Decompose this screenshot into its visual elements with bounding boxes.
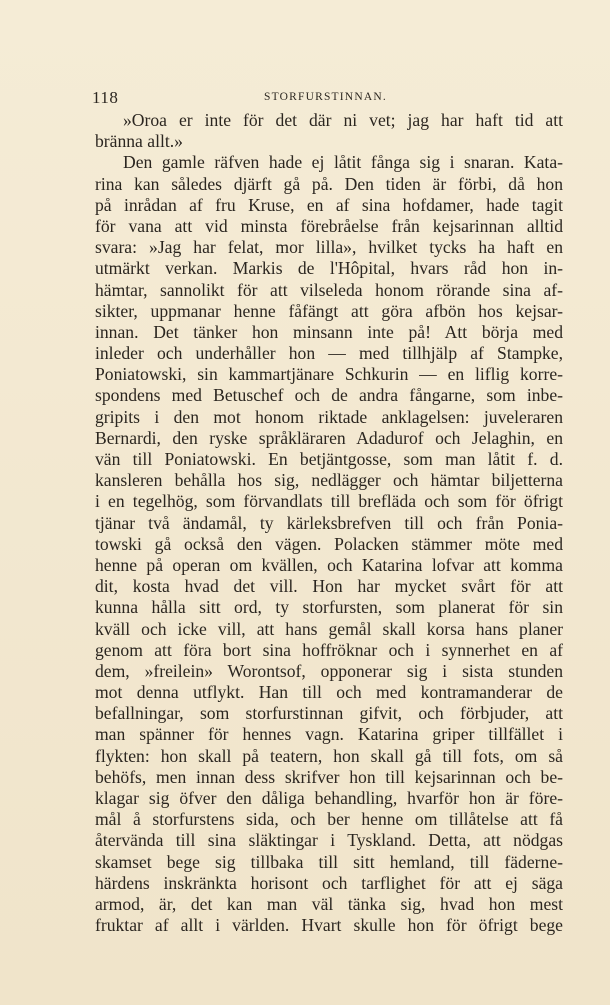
text-line: man spänner för hennes vagn. Katarina griper tillfället i (95, 724, 563, 745)
text-line: henne på operan om kvällen, och Katarina lofvar att komma (95, 554, 563, 575)
text-line: återvända till sina släktingar i Tyskland. Detta, att nödgas (95, 830, 563, 851)
page-number: 118 (92, 88, 119, 107)
text-line: Bernardi, den ryske språkläraren Adadurof och Jelaghin, en (95, 427, 563, 448)
text-line: towski gå också den vägen. Polacken stämmer möte med (95, 533, 563, 554)
text-line: kunna hålla sitt ord, ty storfursten, som planerat för sin (95, 597, 563, 618)
text-line: Den gamle räfven hade ej låtit fånga sig i snaran. Kata- (123, 152, 563, 173)
text-line: spondens med Betuschef och de andra fångarne, som inbe- (95, 385, 563, 406)
text-line: kväll och icke vill, att hans gemål skall korsa hans planer (95, 618, 563, 639)
text-line: härdens inskränkta horisont och tarflighet för att ej säga (95, 872, 563, 893)
text-line: genom att föra bort sina hoffröknar och i synnerhet en af (95, 639, 563, 660)
text-line: hämtar, sannolikt för att vilseleda honom rörande sina af- (95, 279, 563, 300)
text-line: utmärkt verkan. Markis de l'Hôpital, hvars råd hon in- (95, 258, 563, 279)
text-line: fruktar af allt i världen. Hvart skulle hon för öfrigt bege (95, 915, 563, 936)
text-line: skamset bege sig tillbaka till sitt hemland, till fäderne- (95, 851, 563, 872)
text-line: rina kan således djärft gå på. Den tiden är förbi, då hon (95, 173, 563, 194)
text-line: flykten: hon skall på teatern, hon skall gå till fots, om så (95, 745, 563, 766)
text-line: mål å storfurstens sida, och ber henne om tillåtelse att få (95, 809, 563, 830)
text-line: kansleren behålla hos sig, nedlägger och hämtar biljetterna (95, 470, 563, 491)
text-line: armod, är, det kan man väl tänka sig, hvad hon mest (95, 893, 563, 914)
running-head: STORFURSTINNAN. (264, 91, 387, 103)
text-line: på inrådan af fru Kruse, en af sina hofdamer, hade tagit (95, 194, 563, 215)
text-line: svara: »Jag har felat, mor lilla», hvilket tycks ha haft en (95, 237, 563, 258)
page-header (92, 88, 562, 108)
text-line: befallningar, som storfurstinnan gifvit, och förbjuder, att (95, 703, 563, 724)
text-line: tjänar två ändamål, ty kärleksbrefven till och från Ponia- (95, 512, 563, 533)
text-line: klagar sig öfver den dåliga behandling, hvarför hon är före- (95, 788, 563, 808)
text-line: vän till Poniatowski. En betjäntgosse, som man låtit f. d. (95, 449, 563, 469)
text-line: gripits i den mot honom riktade anklagelsen: juveleraren (95, 406, 563, 427)
text-line: dit, kosta hvad det vill. Hon har mycket svårt för att (95, 576, 563, 597)
text-line: för vana att vid minsta förebråelse från kejsarinnan alltid (95, 215, 563, 236)
text-line: dem, »freilein» Worontsof, opponerar sig i sista stunden (95, 660, 563, 681)
text-line: »Oroa er inte för det där ni vet; jag har haft tid att (123, 110, 563, 130)
text-line: inleder och underhåller hon — med tillhjälp af Stampke, (95, 343, 563, 364)
text-line: i en tegelhög, som förvandlats till brefläda och som för öfrigt (95, 491, 563, 512)
text-line: Poniatowski, sin kammartjänare Schkurin — en liflig korre- (95, 364, 563, 385)
text-line: innan. Det tänker hon minsann inte på! Att börja med (95, 321, 563, 342)
text-line: sikter, uppmanar henne fåfängt att göra afbön hos kejsar- (95, 300, 563, 321)
text-line: behöfs, men innan dess skrifver hon till kejsarinnan och be- (95, 766, 563, 787)
body-text (95, 110, 563, 936)
text-line: bränna allt.» (95, 131, 183, 152)
text-line: mot denna utflykt. Han till och med kontramanderar de (95, 682, 563, 703)
